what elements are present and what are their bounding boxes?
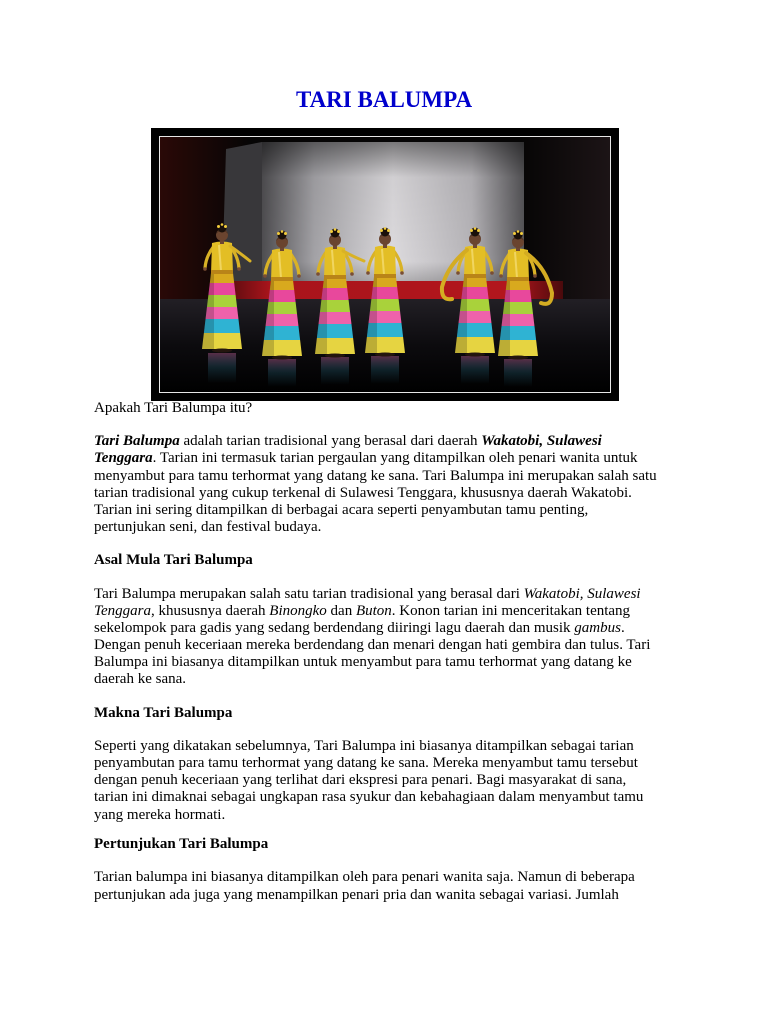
body-text: Seperti yang dikatakan sebelumnya, Tari Balumpa ini biasanya ditampilkan sebagai tarian: [94, 737, 634, 754]
text-line: [94, 637, 734, 654]
dancers-photo: [160, 137, 610, 392]
text-line: [94, 671, 734, 688]
text-line: [94, 433, 734, 450]
body-text: Dengan penuh keceriaan mereka berdendang dan menari dengan hati gembira dan tulus. Tari: [94, 637, 651, 654]
text-line: [94, 887, 734, 904]
text-line: [94, 738, 734, 755]
intro-question: Apakah Tari Balumpa itu?: [94, 400, 253, 416]
page-title: TARI BALUMPA: [295, 87, 473, 112]
emphasis-text: Tari Balumpa: [94, 433, 180, 450]
body-text: yang mereka hormati.: [94, 806, 226, 823]
section-paragraph: [94, 869, 734, 903]
body-text: pertunjukan seni, dan festival budaya.: [94, 519, 322, 536]
section-heading: Asal Mula Tari Balumpa: [94, 552, 253, 569]
body-text: Balumpa ini biasanya ditampilkan untuk menyambut para tamu terhormat yang datang ke: [94, 654, 632, 671]
body-text: tarian ini dimaknai sebagai ungkapan rasa syukur dan kebahagiaan dalam menyambut tamu: [94, 789, 644, 806]
text-line: [94, 502, 734, 519]
section-heading: Pertunjukan Tari Balumpa: [94, 836, 269, 853]
text-line: [94, 755, 734, 772]
text-line: [94, 654, 734, 671]
body-text: Tarian balumpa ini biasanya ditampilkan oleh para penari wanita saja. Namun di beberapa: [94, 869, 635, 886]
emphasis-text: gambus: [574, 619, 621, 636]
body-text: sekelompok para gadis yang sedang berdendang diiringi lagu daerah dan musik: [94, 619, 575, 636]
text-line: [94, 586, 734, 603]
body-text: Tarian ini sering ditampilkan di berbagai acara seperti penyambutan tamu penting,: [94, 501, 589, 518]
section-heading: Makna Tari Balumpa: [94, 704, 233, 721]
section-paragraph: [94, 586, 734, 689]
body-text: .: [620, 619, 625, 636]
document-body: [94, 400, 734, 904]
photo-frame: [151, 128, 619, 401]
emphasis-text: Tenggara: [94, 602, 151, 619]
body-text: dengan penuh keceriaan yang terlihat dari ekspresi para penari. Bagi masyarakat di sana,: [94, 772, 627, 789]
text-line: [94, 620, 734, 637]
body-text: , khususnya daerah: [150, 602, 270, 619]
body-text: Tari Balumpa merupakan salah satu tarian tradisional yang berasal dari: [94, 585, 524, 602]
emphasis-text: Binongko: [269, 602, 327, 619]
photo-frame-inner: [159, 136, 611, 393]
text-line: [94, 485, 734, 502]
body-text: . Tarian ini termasuk tarian pergaulan yang ditampilkan oleh penari wanita untuk: [152, 450, 638, 467]
body-text: dan: [326, 602, 356, 619]
emphasis-text: Tenggara: [94, 450, 153, 467]
text-line: [94, 603, 734, 620]
emphasis-text: Wakatobi, Sulawesi: [523, 585, 641, 602]
text-line: [94, 519, 734, 536]
text-line: [94, 772, 734, 789]
body-text: . Konon tarian ini menceritakan tentang: [391, 602, 631, 619]
body-text: menyambut para tamu terhormat yang datang ke sana. Tari Balumpa ini merupakan salah satu: [94, 467, 657, 484]
section-paragraph: [94, 738, 734, 824]
emphasis-text: Wakatobi, Sulawesi: [481, 433, 602, 450]
text-line: [94, 807, 734, 824]
text-line: [94, 450, 734, 467]
body-text: daerah ke sana.: [94, 671, 187, 688]
body-text: pertunjukan ada juga yang menampilkan penari pria dan wanita sebagai variasi. Jumlah: [94, 886, 619, 903]
emphasis-text: Buton: [355, 602, 392, 619]
text-line: [94, 869, 734, 886]
text-line: [94, 789, 734, 806]
body-text: adalah tarian tradisional yang berasal dari daerah: [179, 433, 482, 450]
body-text: tarian tradisional yang cukup terkenal di Sulawesi Tenggara, khususnya daerah Wakatobi.: [94, 484, 632, 501]
text-line: [94, 468, 734, 485]
intro-paragraph: [94, 433, 734, 536]
body-text: penyambutan para tamu terhormat yang datang ke sana. Mereka menyambut tamu tersebut: [94, 755, 638, 771]
